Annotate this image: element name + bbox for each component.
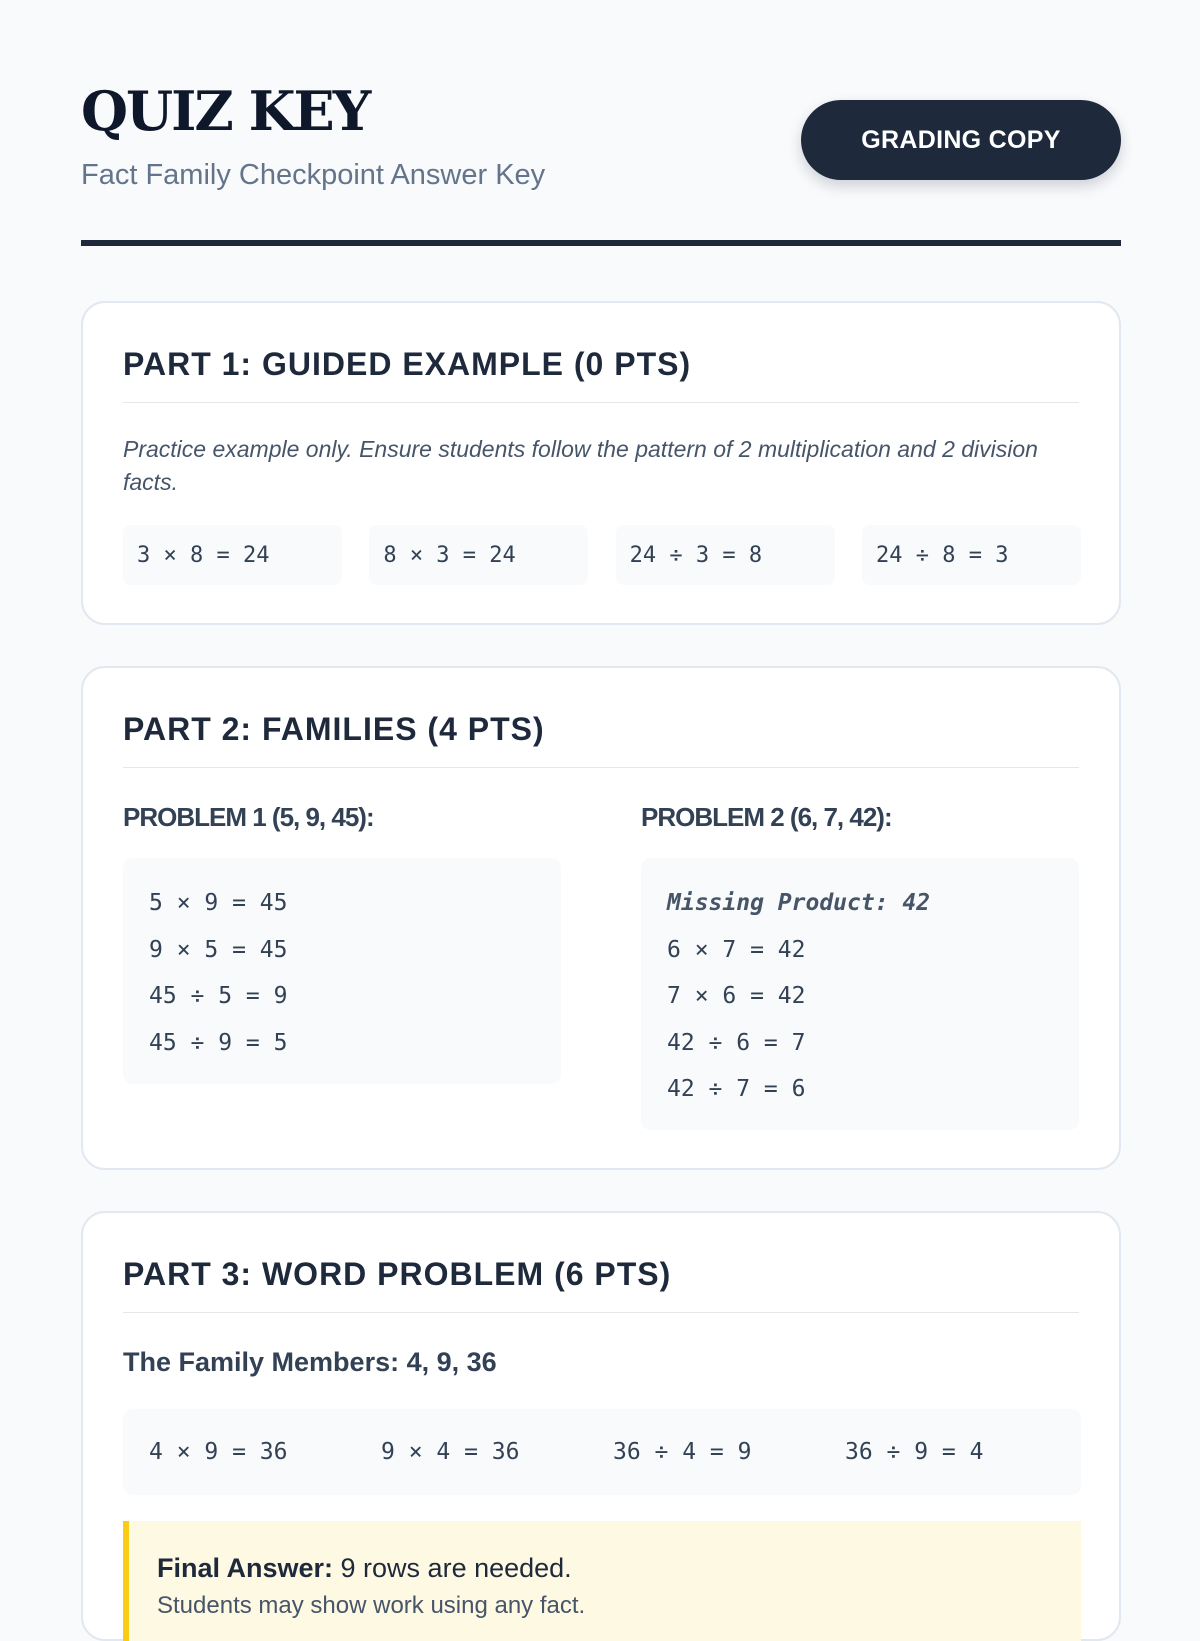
part3-facts-row — [123, 1409, 1081, 1495]
part2-card — [81, 666, 1121, 1170]
problem2-answer-box — [641, 858, 1079, 1130]
family-members: The Family Members: 4, 9, 36 — [123, 1347, 497, 1377]
problem2-missing-product: Missing Product: 42 — [667, 890, 931, 916]
part1-fact: 3 × 8 = 24 — [123, 525, 342, 585]
final-answer-label: Final Answer: — [157, 1553, 334, 1583]
part1-fact: 24 ÷ 8 = 3 — [862, 525, 1081, 585]
part3-fact: 4 × 9 = 36 — [149, 1439, 288, 1465]
problem1-label: PROBLEM 1 (5, 9, 45): — [123, 802, 374, 832]
problem2-fact: 6 × 7 = 42 — [667, 936, 806, 963]
answer-key-page — [81, 0, 1121, 1619]
part2-title: PART 2: FAMILIES (4 PTS) — [123, 712, 1079, 768]
page-header — [81, 0, 1121, 246]
part3-fact: 36 ÷ 4 = 9 — [613, 1439, 752, 1465]
part1-fact: 8 × 3 = 24 — [369, 525, 588, 585]
part1-card — [81, 301, 1121, 625]
problem1-fact: 9 × 5 = 45 — [149, 936, 288, 963]
page-title: QUIZ KEY — [81, 79, 370, 143]
final-answer-note: Students may show work using any fact. — [157, 1592, 586, 1619]
problem2-fact: 42 ÷ 7 = 6 — [667, 1076, 806, 1102]
part3-card — [81, 1211, 1121, 1641]
problem2-fact: 42 ÷ 6 = 7 — [667, 1029, 806, 1056]
grading-copy-badge: GRADING COPY — [801, 100, 1121, 180]
header-divider — [81, 240, 1121, 246]
part1-fact: 24 ÷ 3 = 8 — [616, 525, 835, 585]
part3-fact: 9 × 4 = 36 — [381, 1439, 520, 1465]
part3-fact: 36 ÷ 9 = 4 — [845, 1439, 984, 1465]
problem2-label: PROBLEM 2 (6, 7, 42): — [641, 802, 892, 832]
part1-note: Practice example only. Ensure students follow the pattern of 2 multiplication and 2 division facts. — [123, 436, 1038, 495]
part1-title: PART 1: GUIDED EXAMPLE (0 PTS) — [123, 347, 1079, 403]
problem1-answer-box — [123, 858, 561, 1084]
final-answer-callout — [123, 1521, 1081, 1641]
final-answer — [157, 1553, 1053, 1584]
problem1-fact: 45 ÷ 9 = 5 — [149, 1029, 288, 1056]
problem1-fact: 45 ÷ 5 = 9 — [149, 983, 288, 1009]
page-subtitle: Fact Family Checkpoint Answer Key — [81, 159, 546, 191]
part1-facts-row — [123, 525, 1081, 585]
part3-title: PART 3: WORD PROBLEM (6 PTS) — [123, 1257, 1079, 1313]
final-answer-text: 9 rows are needed. — [333, 1553, 572, 1583]
problem2-fact: 7 × 6 = 42 — [667, 983, 806, 1009]
problem1-fact: 5 × 9 = 45 — [149, 890, 288, 916]
